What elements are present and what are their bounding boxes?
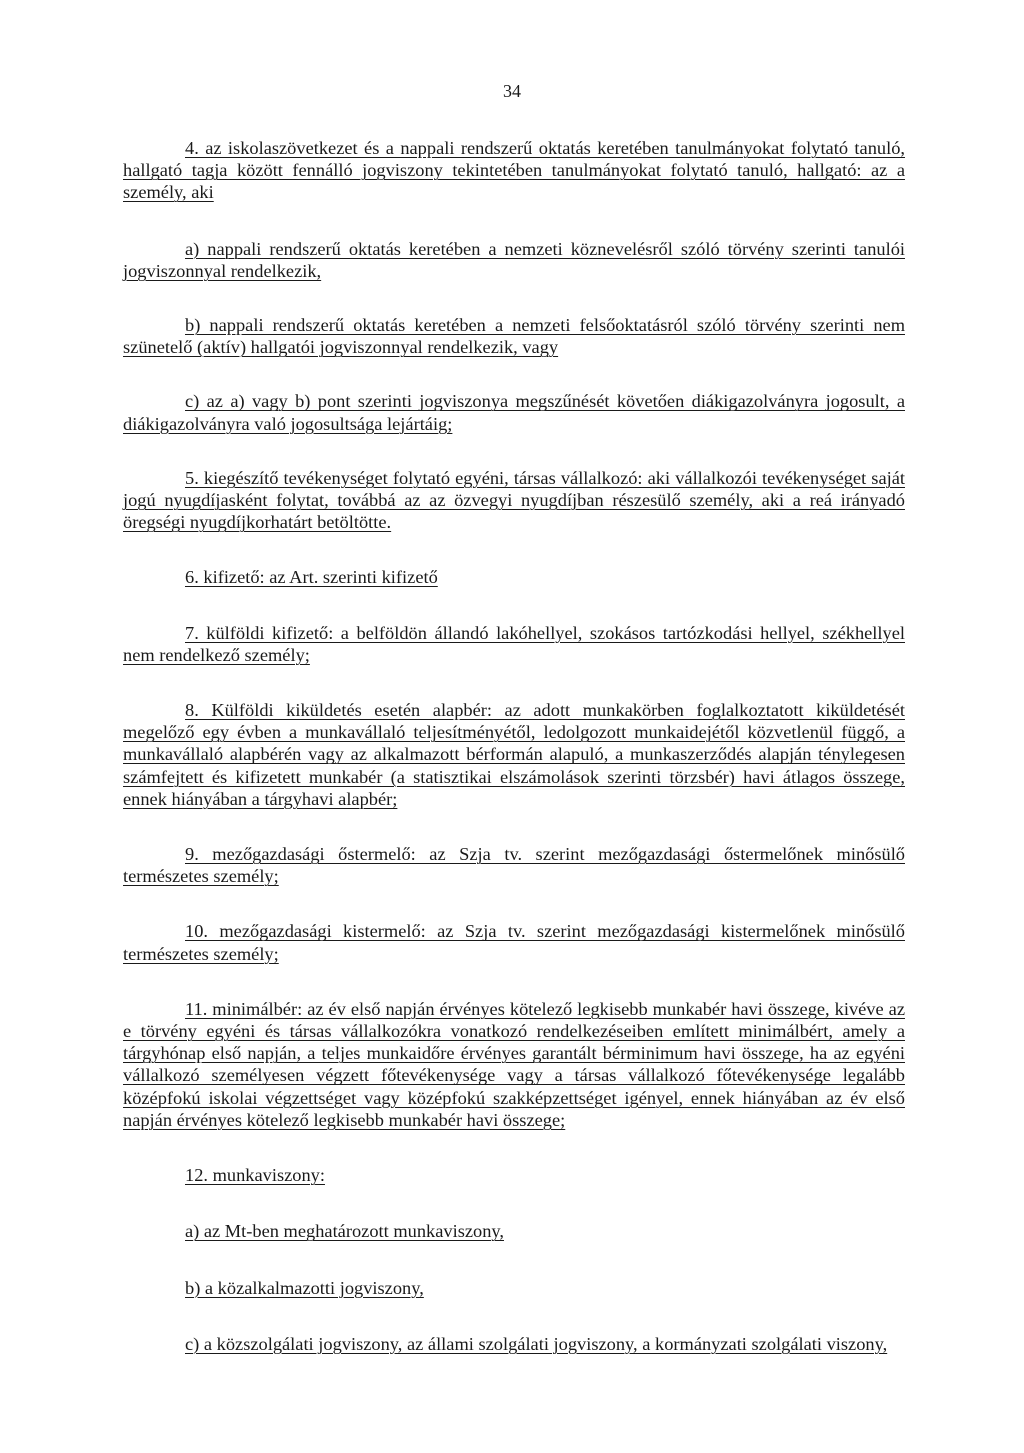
definition-10: 10. mezőgazdasági kistermelő: az Szja tv. szerint mezőgazdasági kistermelőnek minősülő természetes személy; [123,921,905,964]
definition-9: 9. mezőgazdasági őstermelő: az Szja tv. szerint mezőgazdasági őstermelőnek minősülő természetes személy; [123,844,905,887]
definition-12-item-b: b) a közalkalmazotti jogviszony, [185,1277,424,1298]
document-body [123,137,905,1355]
definition-11: 11. minimálbér: az év első napján érvényes kötelező legkisebb munkabér havi összege, kivéve az e törvény egyéni és társas vállalkozókra vonatkozó rendelkezéseiben említett minimálbért, amely a tárgyhónap első napján, a teljes munkaidőre érvényes garantált bérminimum havi összege, ha az egyéni vállalkozó személyesen végzett főtevékenysége vagy a társas vállalkozó főtevékenysége legalább középfokú iskolai végzettséget vagy középfokú szakképzettséget igényel, ennek hiányában az év első napján érvényes kötelező legkisebb munkabér havi összege; [123,998,905,1130]
definition-4-item-b: b) nappali rendszerű oktatás keretében a nemzeti felsőoktatásról szóló törvény szerinti nem szünetelő (aktív) hallgatói jogviszonnyal rendelkezik, vagy [123,315,905,358]
definition-12-item-c: c) a közszolgálati jogviszony, az állami szolgálati jogviszony, a kormányzati szolgálati viszony, [185,1333,888,1354]
definition-4-item-a: a) nappali rendszerű oktatás keretében a nemzeti köznevelésről szóló törvény szerinti tanulói jogviszonnyal rendelkezik, [123,238,905,281]
definition-6: 6. kifizető: az Art. szerinti kifizető [185,567,438,588]
definition-4-item-c: c) az a) vagy b) pont szerinti jogviszonya megszűnését követően diákigazolványra jogosult, a diákigazolványra való jogosultsága lejártáig; [123,391,905,434]
definition-12: 12. munkaviszony: [185,1165,325,1186]
page-number: 34 [503,81,521,101]
definition-8: 8. Külföldi kiküldetés esetén alapbér: az adott munkakörben foglalkoztatott kiküldetését megelőző egy évben a munkavállaló teljesítményétől, ledolgozott munkaidejétől közvetlenül függő, a munkavállaló alapbérén vagy az alkalmazott bérformán alapuló, a munkaszerződés alapján ténylegesen számfejtett és kifizetett munkabér (a statisztikai elszámolások szerinti törzsbér) havi átlagos összege, ennek hiányában a tárgyhavi alapbér; [123,700,905,809]
definition-5: 5. kiegészítő tevékenységet folytató egyéni, társas vállalkozó: aki vállalkozói tevékenységet saját jogú nyugdíjasként folytat, továbbá az az özvegyi nyugdíjban részesülő személy, aki a reá irányadó öregségi nyugdíjkorhatárt betöltötte. [123,467,905,533]
definition-4: 4. az iskolaszövetkezet és a nappali rendszerű oktatás keretében tanulmányokat folytató tanuló, hallgató tagja között fennálló jogviszony tekintetében tanulmányokat folytató tanuló, hallgató: az a személy, aki [123,138,905,203]
definition-7: 7. külföldi kifizető: a belföldön állandó lakóhellyel, szokásos tartózkodási hellyel, székhellyel nem rendelkező személy; [123,622,905,665]
definition-12-item-a: a) az Mt-ben meghatározott munkaviszony, [185,1221,504,1242]
